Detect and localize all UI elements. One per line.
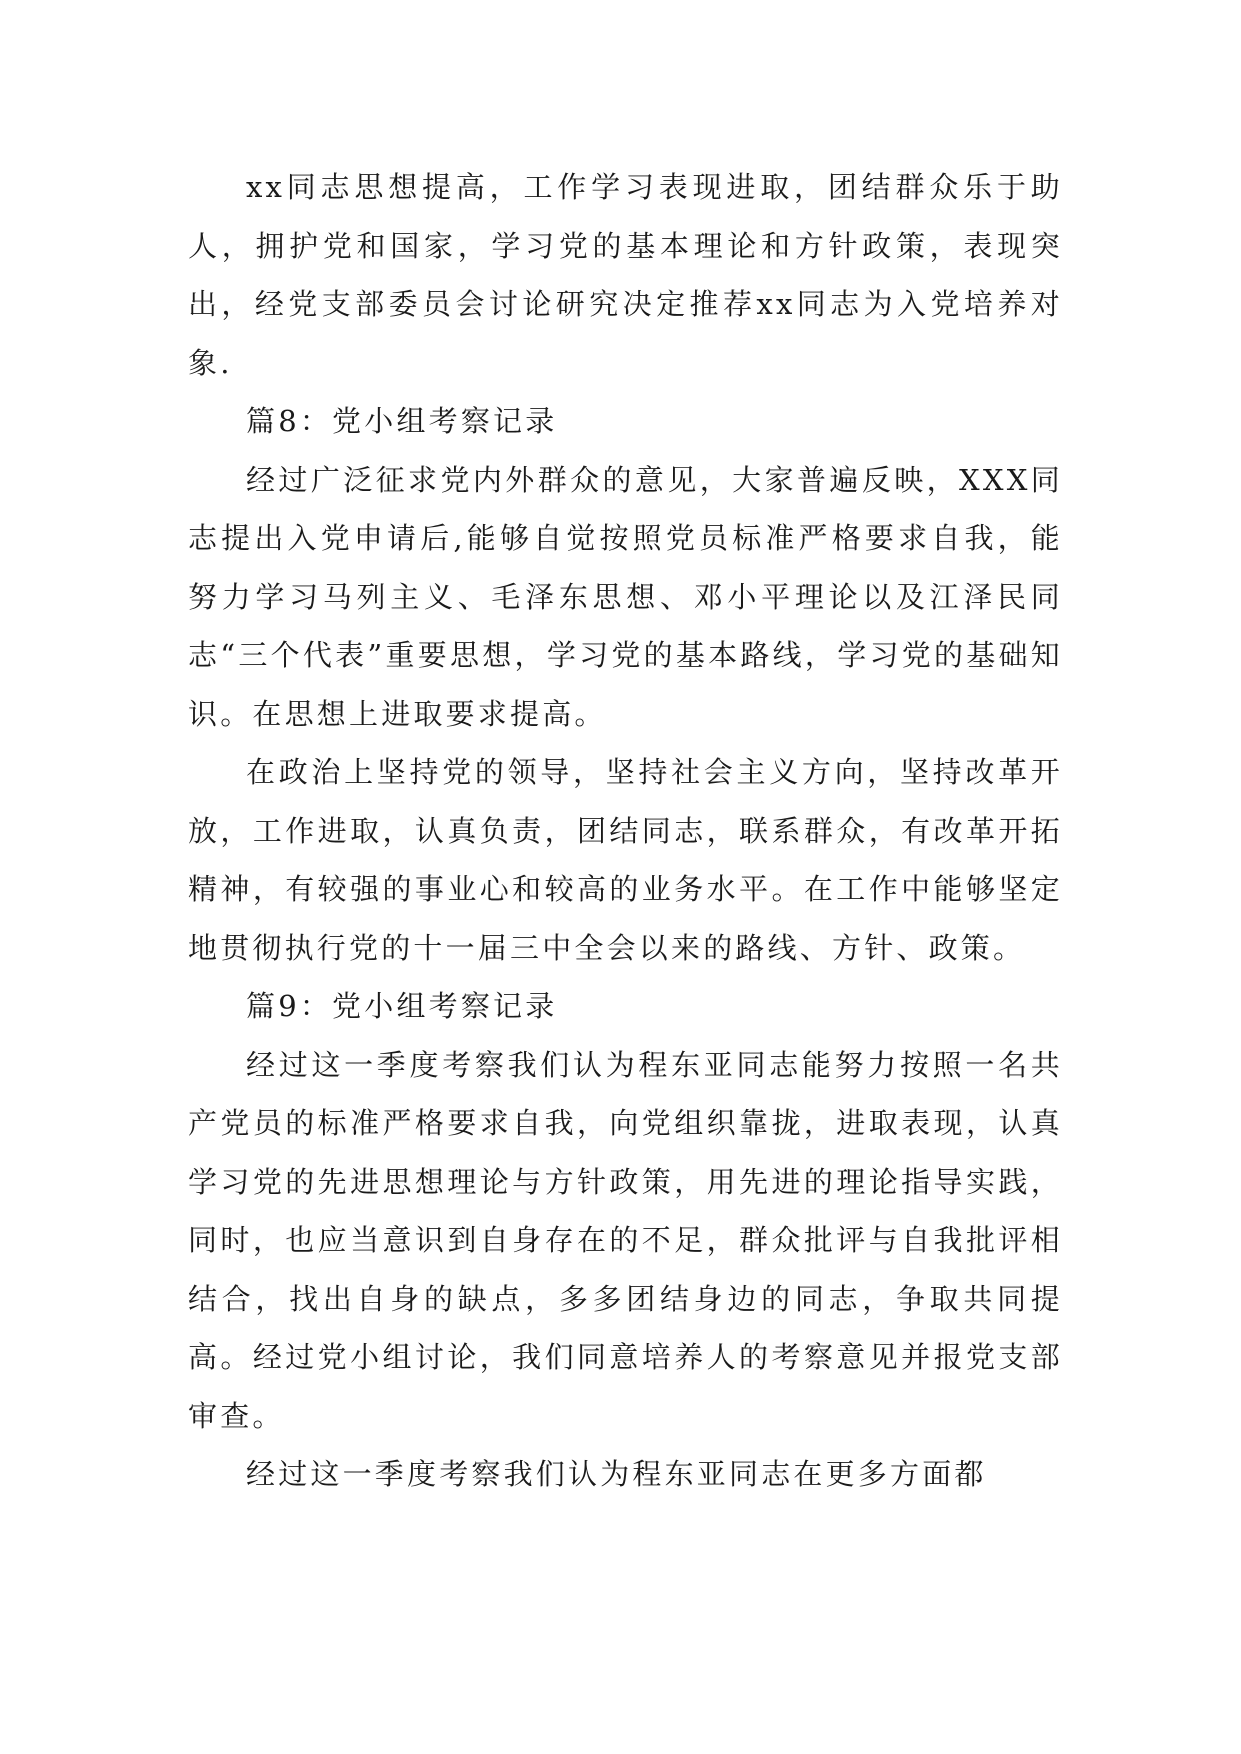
paragraph-recommendation: xx同志思想提高，工作学习表现进取，团结群众乐于助人，拥护党和国家，学习党的基本理论和方针政策，表现突出，经党支部委员会讨论研究决定推荐xx同志为入党培养对象. (188, 170, 1063, 380)
paragraph-opinion-survey: 经过广泛征求党内外群众的意见，大家普遍反映，XXX同志提出入党申请后,能够自觉按照党员标准严格要求自我，能努力学习马列主义、毛泽东思想、邓小平理论以及江泽民同志“三个代表”重要思想，学习党的基本路线，学习党的基础知识。在思想上进取要求提高。 (188, 462, 1063, 731)
section-heading-9: 篇9：党小组考察记录 (246, 989, 558, 1023)
section-heading-8: 篇8：党小组考察记录 (246, 404, 558, 438)
paragraph-political-stance: 在政治上坚持党的领导，坚持社会主义方向，坚持改革开放，工作进取，认真负责，团结同志，联系群众，有改革开拓精神，有较强的事业心和较高的业务水平。在工作中能够坚定地贯彻执行党的十一届三中全会以来的路线、方针、政策。 (188, 755, 1063, 965)
paragraph-quarterly-review-continued: 经过这一季度考察我们认为程东亚同志在更多方面都 (246, 1457, 987, 1491)
document-body (188, 158, 1063, 1504)
paragraph-quarterly-review: 经过这一季度考察我们认为程东亚同志能努力按照一名共产党员的标准严格要求自我，向党组织靠拢，进取表现，认真学习党的先进思想理论与方针政策，用先进的理论指导实践，同时，也应当意识到自身存在的不足，群众批评与自我批评相结合，找出自身的缺点，多多团结身边的同志，争取共同提高。经过党小组讨论，我们同意培养人的考察意见并报党支部审查。 (188, 1047, 1063, 1433)
